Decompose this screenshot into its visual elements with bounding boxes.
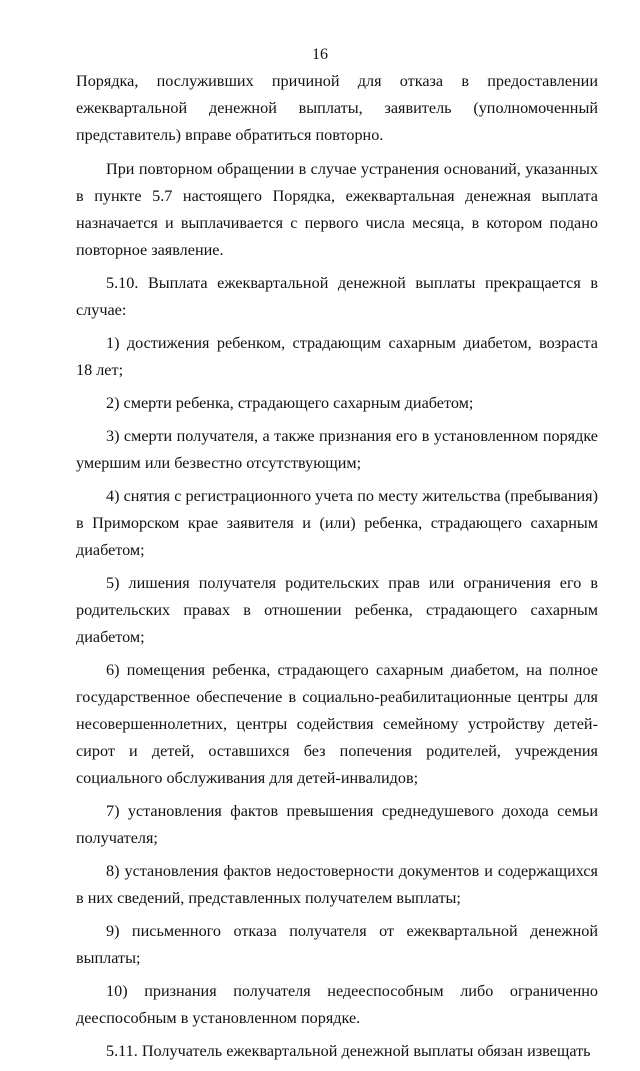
paragraph-repeat-application: При повторном обращении в случае устранения оснований, указанных в пункте 5.7 настоящего Порядка, ежеквартальная денежная выплата назначается и выплачивается с первого числа месяца, в котором подано повторное заявление. (76, 160, 598, 259)
clause-5-11: 5.11. Получатель ежеквартальной денежной выплаты обязан извещать (106, 1042, 591, 1060)
list-item-2: 2) смерти ребенка, страдающего сахарным диабетом; (106, 394, 474, 412)
list-item-3: 3) смерти получателя, а также признания его в установленном порядке умершим или безвестно отсутствующим; (76, 427, 598, 472)
list-item-9: 9) письменного отказа получателя от ежеквартальной денежной выплаты; (76, 922, 598, 967)
paragraph-continuation: Порядка, послуживших причиной для отказа в предоставлении ежеквартальной денежной выплаты, заявитель (уполномоченный представитель) вправе обратиться повторно. (76, 72, 598, 144)
list-item-6: 6) помещения ребенка, страдающего сахарным диабетом, на полное государственное обеспечение в социально-реабилитационные центры для несовершеннолетних, центры содействия семейному устройству детей-сирот и детей, оставшихся без попечения родителей, учреждения социального обслуживания для детей-инвалидов; (76, 661, 598, 787)
document-body (76, 68, 598, 1071)
list-item-7: 7) установления фактов превышения среднедушевого дохода семьи получателя; (76, 802, 598, 847)
page-number: 16 (312, 46, 328, 63)
clause-5-10: 5.10. Выплата ежеквартальной денежной выплаты прекращается в случае: (76, 274, 598, 319)
list-item-5: 5) лишения получателя родительских прав или ограничения его в родительских правах в отношении ребенка, страдающего сахарным диабетом; (76, 574, 598, 646)
list-item-10: 10) признания получателя недееспособным либо ограниченно дееспособным в установленном порядке. (76, 982, 598, 1027)
list-item-1: 1) достижения ребенком, страдающим сахарным диабетом, возраста 18 лет; (76, 334, 598, 379)
list-item-4: 4) снятия с регистрационного учета по месту жительства (пребывания) в Приморском крае заявителя и (или) ребенка, страдающего сахарным диабетом; (76, 487, 598, 559)
list-item-8: 8) установления фактов недостоверности документов и содержащихся в них сведений, представленных получателем выплаты; (76, 862, 598, 907)
